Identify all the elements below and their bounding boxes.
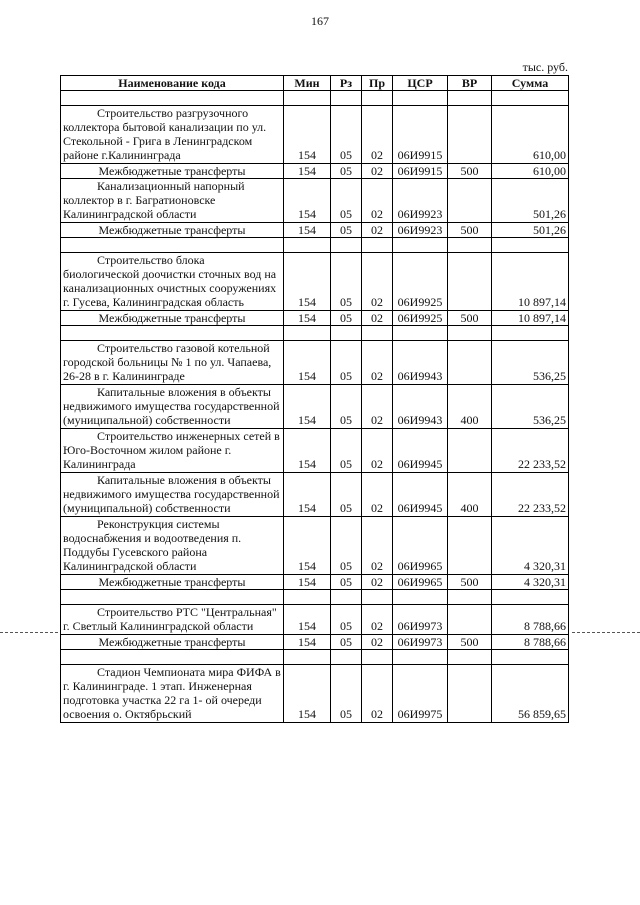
cell-pr: 02 <box>362 223 393 238</box>
table-row <box>61 517 569 575</box>
cell-csr: 06И9965 <box>393 575 448 590</box>
spacer-cell <box>448 326 492 341</box>
cell-rz: 05 <box>331 341 362 385</box>
spacer-cell <box>492 650 569 665</box>
spacer-cell <box>362 91 393 106</box>
table-row <box>61 473 569 517</box>
cell-sum: 22 233,52 <box>492 429 569 473</box>
cell-sum: 4 320,31 <box>492 517 569 575</box>
spacer-cell <box>61 590 284 605</box>
table-spacer-row <box>61 238 569 253</box>
cell-pr: 02 <box>362 311 393 326</box>
cell-csr: 06И9923 <box>393 179 448 223</box>
cell-min: 154 <box>284 575 331 590</box>
spacer-cell <box>362 326 393 341</box>
cell-pr: 02 <box>362 341 393 385</box>
cell-csr: 06И9943 <box>393 341 448 385</box>
table-spacer-row <box>61 590 569 605</box>
cell-vr: 400 <box>448 385 492 429</box>
header-min: Мин <box>284 76 331 91</box>
table-row <box>61 341 569 385</box>
spacer-cell <box>393 590 448 605</box>
cell-sum: 8 788,66 <box>492 605 569 635</box>
table-row <box>61 429 569 473</box>
cell-sum: 22 233,52 <box>492 473 569 517</box>
cell-pr: 02 <box>362 429 393 473</box>
cell-csr: 06И9915 <box>393 106 448 164</box>
spacer-cell <box>448 650 492 665</box>
cell-min: 154 <box>284 429 331 473</box>
spacer-cell <box>284 650 331 665</box>
spacer-cell <box>331 91 362 106</box>
cell-vr: 400 <box>448 473 492 517</box>
cell-pr: 02 <box>362 575 393 590</box>
table-row <box>61 106 569 164</box>
cell-min: 154 <box>284 385 331 429</box>
cell-min: 154 <box>284 473 331 517</box>
cell-sum: 56 859,65 <box>492 665 569 723</box>
cell-csr: 06И9943 <box>393 385 448 429</box>
cell-name: Канализационный напорный коллектор в г. Багратионовске Калининградской области <box>61 179 284 223</box>
spacer-cell <box>284 238 331 253</box>
cell-csr: 06И9923 <box>393 223 448 238</box>
cell-csr: 06И9973 <box>393 605 448 635</box>
cell-rz: 05 <box>331 473 362 517</box>
spacer-cell <box>331 590 362 605</box>
cell-min: 154 <box>284 106 331 164</box>
cell-name: Капитальные вложения в объекты недвижимого имущества государственной (муниципальной) собственности <box>61 385 284 429</box>
table-row <box>61 575 569 590</box>
cell-name: Строительство инженерных сетей в Юго-Восточном жилом районе г. Калининграда <box>61 429 284 473</box>
spacer-cell <box>61 91 284 106</box>
spacer-cell <box>284 91 331 106</box>
cell-rz: 05 <box>331 605 362 635</box>
cell-rz: 05 <box>331 517 362 575</box>
cell-vr: 500 <box>448 635 492 650</box>
cell-name: Строительство блока биологической доочистки сточных вод на канализационных очистных сооружениях г. Гусева, Калининградская область <box>61 253 284 311</box>
cell-min: 154 <box>284 223 331 238</box>
cell-sum: 4 320,31 <box>492 575 569 590</box>
spacer-cell <box>448 238 492 253</box>
table-row <box>61 164 569 179</box>
spacer-cell <box>362 238 393 253</box>
cell-rz: 05 <box>331 635 362 650</box>
cell-name: Строительство РТС "Центральная" г. Светлый Калининградской области <box>61 605 284 635</box>
cell-pr: 02 <box>362 665 393 723</box>
spacer-cell <box>331 650 362 665</box>
cell-vr <box>448 179 492 223</box>
cell-vr <box>448 605 492 635</box>
table-row <box>61 385 569 429</box>
cell-pr: 02 <box>362 385 393 429</box>
cell-vr: 500 <box>448 575 492 590</box>
cell-csr: 06И9975 <box>393 665 448 723</box>
spacer-cell <box>61 326 284 341</box>
cell-pr: 02 <box>362 164 393 179</box>
cell-sum: 8 788,66 <box>492 635 569 650</box>
table-row <box>61 311 569 326</box>
cell-csr: 06И9915 <box>393 164 448 179</box>
cell-csr: 06И9973 <box>393 635 448 650</box>
cell-vr <box>448 253 492 311</box>
table-row <box>61 665 569 723</box>
cell-rz: 05 <box>331 665 362 723</box>
scan-artifact-line-right <box>572 632 640 633</box>
spacer-cell <box>331 238 362 253</box>
cell-min: 154 <box>284 635 331 650</box>
spacer-cell <box>492 326 569 341</box>
cell-sum: 501,26 <box>492 179 569 223</box>
spacer-cell <box>393 650 448 665</box>
cell-vr <box>448 106 492 164</box>
cell-rz: 05 <box>331 106 362 164</box>
cell-vr <box>448 429 492 473</box>
cell-csr: 06И9965 <box>393 517 448 575</box>
cell-csr: 06И9925 <box>393 253 448 311</box>
spacer-cell <box>362 590 393 605</box>
cell-vr <box>448 665 492 723</box>
cell-name: Строительство разгрузочного коллектора бытовой канализации по ул. Стекольной - Грига в Ленинградском районе г.Калининграда <box>61 106 284 164</box>
spacer-cell <box>61 650 284 665</box>
table-row <box>61 223 569 238</box>
cell-pr: 02 <box>362 517 393 575</box>
cell-rz: 05 <box>331 385 362 429</box>
cell-vr <box>448 341 492 385</box>
header-vr: ВР <box>448 76 492 91</box>
table-header-row <box>61 76 569 91</box>
cell-sum: 10 897,14 <box>492 311 569 326</box>
cell-min: 154 <box>284 341 331 385</box>
cell-csr: 06И9945 <box>393 473 448 517</box>
cell-name: Строительство газовой котельной городской больницы № 1 по ул. Чапаева, 26-28 в г. Калининграде <box>61 341 284 385</box>
cell-vr: 500 <box>448 311 492 326</box>
cell-min: 154 <box>284 179 331 223</box>
cell-name: Реконструкция системы водоснабжения и водоотведения п. Поддубы Гусевского района Калининградской области <box>61 517 284 575</box>
table-spacer-row <box>61 326 569 341</box>
cell-min: 154 <box>284 517 331 575</box>
cell-min: 154 <box>284 605 331 635</box>
cell-vr <box>448 517 492 575</box>
budget-table <box>60 75 569 723</box>
cell-vr: 500 <box>448 164 492 179</box>
cell-rz: 05 <box>331 429 362 473</box>
cell-min: 154 <box>284 253 331 311</box>
cell-min: 154 <box>284 665 331 723</box>
table-spacer-row <box>61 91 569 106</box>
cell-min: 154 <box>284 311 331 326</box>
spacer-cell <box>362 650 393 665</box>
header-name: Наименование кода <box>61 76 284 91</box>
table-body <box>61 91 569 723</box>
cell-min: 154 <box>284 164 331 179</box>
header-pr: Пр <box>362 76 393 91</box>
cell-sum: 536,25 <box>492 341 569 385</box>
cell-sum: 10 897,14 <box>492 253 569 311</box>
cell-rz: 05 <box>331 253 362 311</box>
cell-name: Межбюджетные трансферты <box>61 635 284 650</box>
table-row <box>61 253 569 311</box>
table-spacer-row <box>61 650 569 665</box>
cell-name: Межбюджетные трансферты <box>61 575 284 590</box>
table-row <box>61 605 569 635</box>
table-row <box>61 635 569 650</box>
cell-rz: 05 <box>331 575 362 590</box>
spacer-cell <box>492 590 569 605</box>
cell-rz: 05 <box>331 223 362 238</box>
spacer-cell <box>284 590 331 605</box>
cell-pr: 02 <box>362 605 393 635</box>
cell-pr: 02 <box>362 106 393 164</box>
cell-rz: 05 <box>331 164 362 179</box>
spacer-cell <box>393 238 448 253</box>
cell-pr: 02 <box>362 179 393 223</box>
spacer-cell <box>492 91 569 106</box>
spacer-cell <box>61 238 284 253</box>
spacer-cell <box>448 590 492 605</box>
units-label: тыс. руб. <box>522 60 568 74</box>
cell-rz: 05 <box>331 179 362 223</box>
spacer-cell <box>492 238 569 253</box>
cell-name: Стадион Чемпионата мира ФИФА в г. Калининграде. 1 этап. Инженерная подготовка участка 22 га 1- ой очереди освоения о. Октябрьский <box>61 665 284 723</box>
cell-pr: 02 <box>362 253 393 311</box>
spacer-cell <box>448 91 492 106</box>
cell-vr: 500 <box>448 223 492 238</box>
header-sum: Сумма <box>492 76 569 91</box>
spacer-cell <box>284 326 331 341</box>
header-csr: ЦСР <box>393 76 448 91</box>
cell-csr: 06И9945 <box>393 429 448 473</box>
page-number: 167 <box>311 14 329 28</box>
cell-name: Межбюджетные трансферты <box>61 223 284 238</box>
spacer-cell <box>331 326 362 341</box>
cell-pr: 02 <box>362 635 393 650</box>
cell-sum: 536,25 <box>492 385 569 429</box>
table-row <box>61 179 569 223</box>
cell-sum: 610,00 <box>492 164 569 179</box>
cell-name: Межбюджетные трансферты <box>61 164 284 179</box>
cell-rz: 05 <box>331 311 362 326</box>
cell-sum: 610,00 <box>492 106 569 164</box>
cell-csr: 06И9925 <box>393 311 448 326</box>
scan-artifact-line-left <box>0 632 58 633</box>
header-rz: Рз <box>331 76 362 91</box>
cell-name: Межбюджетные трансферты <box>61 311 284 326</box>
cell-pr: 02 <box>362 473 393 517</box>
spacer-cell <box>393 326 448 341</box>
cell-sum: 501,26 <box>492 223 569 238</box>
cell-name: Капитальные вложения в объекты недвижимого имущества государственной (муниципальной) собственности <box>61 473 284 517</box>
spacer-cell <box>393 91 448 106</box>
